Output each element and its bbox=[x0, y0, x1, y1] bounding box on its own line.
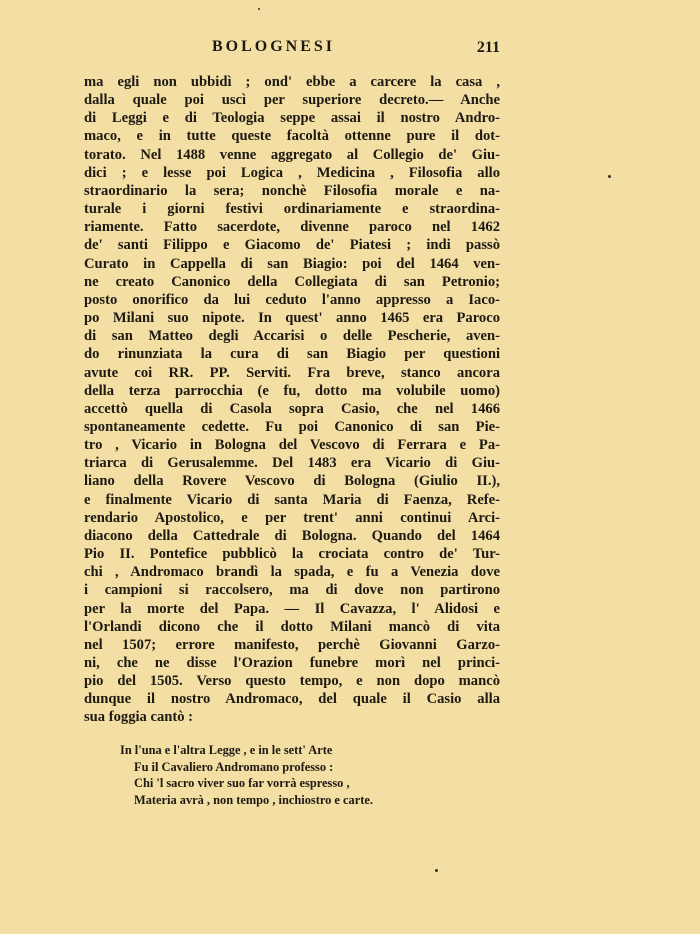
page-number: 211 bbox=[476, 39, 500, 56]
text-line: riamente. Fatto sacerdote, divenne paroco nel 1462 bbox=[84, 219, 500, 236]
text-line: triarca di Gerusalemme. Del 1483 era Vicario di Giu- bbox=[84, 455, 500, 472]
text-line: po Milani suo nipote. In quest' anno 1465 era Paroco bbox=[84, 310, 500, 327]
text-line: di Leggi e di Teologia seppe assai il nostro Andro- bbox=[84, 110, 500, 127]
verse-line: Chi 'l sacro viver suo far vorrà espresso , bbox=[134, 776, 350, 790]
text-line: do rinunziata la cura di san Biagio per questioni bbox=[84, 346, 500, 363]
text-line: maco, e in tutte queste facoltà ottenne pure il dot- bbox=[84, 128, 500, 145]
text-line: per la morte del Papa. — Il Cavazza, l' Alidosi e bbox=[84, 600, 500, 617]
running-title: BOLOGNESI bbox=[212, 38, 336, 55]
text-line: dici ; e lesse poi Logica , Medicina , Filosofia allo bbox=[84, 164, 500, 181]
verse-line: In l'una e l'altra Legge , e in le sett' Arte bbox=[120, 743, 333, 757]
text-line: di san Matteo degli Accarisi o delle Pescherie, aven- bbox=[84, 328, 500, 345]
text-line: chi , Andromaco brandì la spada, e fu a Venezia dove bbox=[84, 564, 500, 581]
body-paragraph bbox=[84, 73, 500, 727]
text-line: spontaneamente cedette. Fu poi Canonico di san Pie- bbox=[84, 418, 500, 435]
paper-speck bbox=[608, 175, 611, 178]
text-line: ne creato Canonico della Collegiata di san Petronio; bbox=[84, 273, 500, 290]
text-line: posto onorifico da lui ceduto l'anno appresso a Iaco- bbox=[84, 291, 500, 308]
text-line: nel 1507; errore manifesto, perchè Giovanni Garzo- bbox=[84, 636, 500, 653]
text-line: torato. Nel 1488 venne aggregato al Collegio de' Giu- bbox=[84, 146, 500, 163]
text-line: ni, che ne disse l'Orazion funebre morì nel princi- bbox=[84, 655, 500, 671]
text-line: i campioni si raccolsero, ma di dove non partirono bbox=[84, 582, 500, 599]
paper-speck bbox=[258, 8, 260, 10]
text-line: e finalmente Vicario di santa Maria di Faenza, Refe- bbox=[84, 491, 500, 508]
verse-line: Fu il Cavaliero Andromano professo : bbox=[134, 759, 334, 774]
verse-line: Materia avrà , non tempo , inchiostro e carte. bbox=[134, 792, 373, 807]
page-header bbox=[84, 38, 500, 60]
paper-speck bbox=[435, 869, 438, 872]
text-line: l'Orlandi dicono che il dotto Milani mancò di vita bbox=[84, 618, 500, 635]
text-line: dalla quale poi uscì per superiore decreto.— Anche bbox=[84, 92, 500, 109]
text-line: sua foggia cantò : bbox=[84, 709, 194, 726]
text-line: de' santi Filippo e Giacomo de' Piatesi ; indi passò bbox=[84, 237, 500, 254]
text-line: rendario Apostolico, e per trent' anni continui Arci- bbox=[84, 509, 500, 526]
text-line: pio del 1505. Verso questo tempo, e non dopo mancò bbox=[84, 673, 500, 690]
text-line: tro , Vicario in Bologna del Vescovo di Ferrara e Pa- bbox=[84, 437, 500, 454]
verse-quotation bbox=[120, 742, 480, 808]
text-line: della terza parrocchia (e fu, dotto ma volubile uomo) bbox=[84, 382, 500, 399]
text-line: dunque il nostro Andromaco, del quale il Casio alla bbox=[84, 691, 500, 708]
text-line: Pio II. Pontefice pubblicò la crociata contro de' Tur- bbox=[84, 546, 500, 563]
text-line: diacono della Cattedrale di Bologna. Quando del 1464 bbox=[84, 527, 500, 544]
text-line: liano della Rovere Vescovo di Bologna (Giulio II.), bbox=[84, 473, 500, 490]
text-line: ma egli non ubbidì ; ond' ebbe a carcere la casa , bbox=[84, 74, 500, 90]
text-line: Curato in Cappella di san Biagio: poi del 1464 ven- bbox=[84, 255, 500, 272]
text-line: turale i giorni festivi ordinariamente e straordina- bbox=[84, 201, 500, 218]
text-line: accettò quella di Casola sopra Casio, che nel 1466 bbox=[84, 400, 500, 417]
text-line: straordinario la sera; nonchè Filosofia morale e na- bbox=[84, 182, 500, 199]
text-line: avute coi RR. PP. Serviti. Fra breve, stanco ancora bbox=[84, 364, 500, 381]
